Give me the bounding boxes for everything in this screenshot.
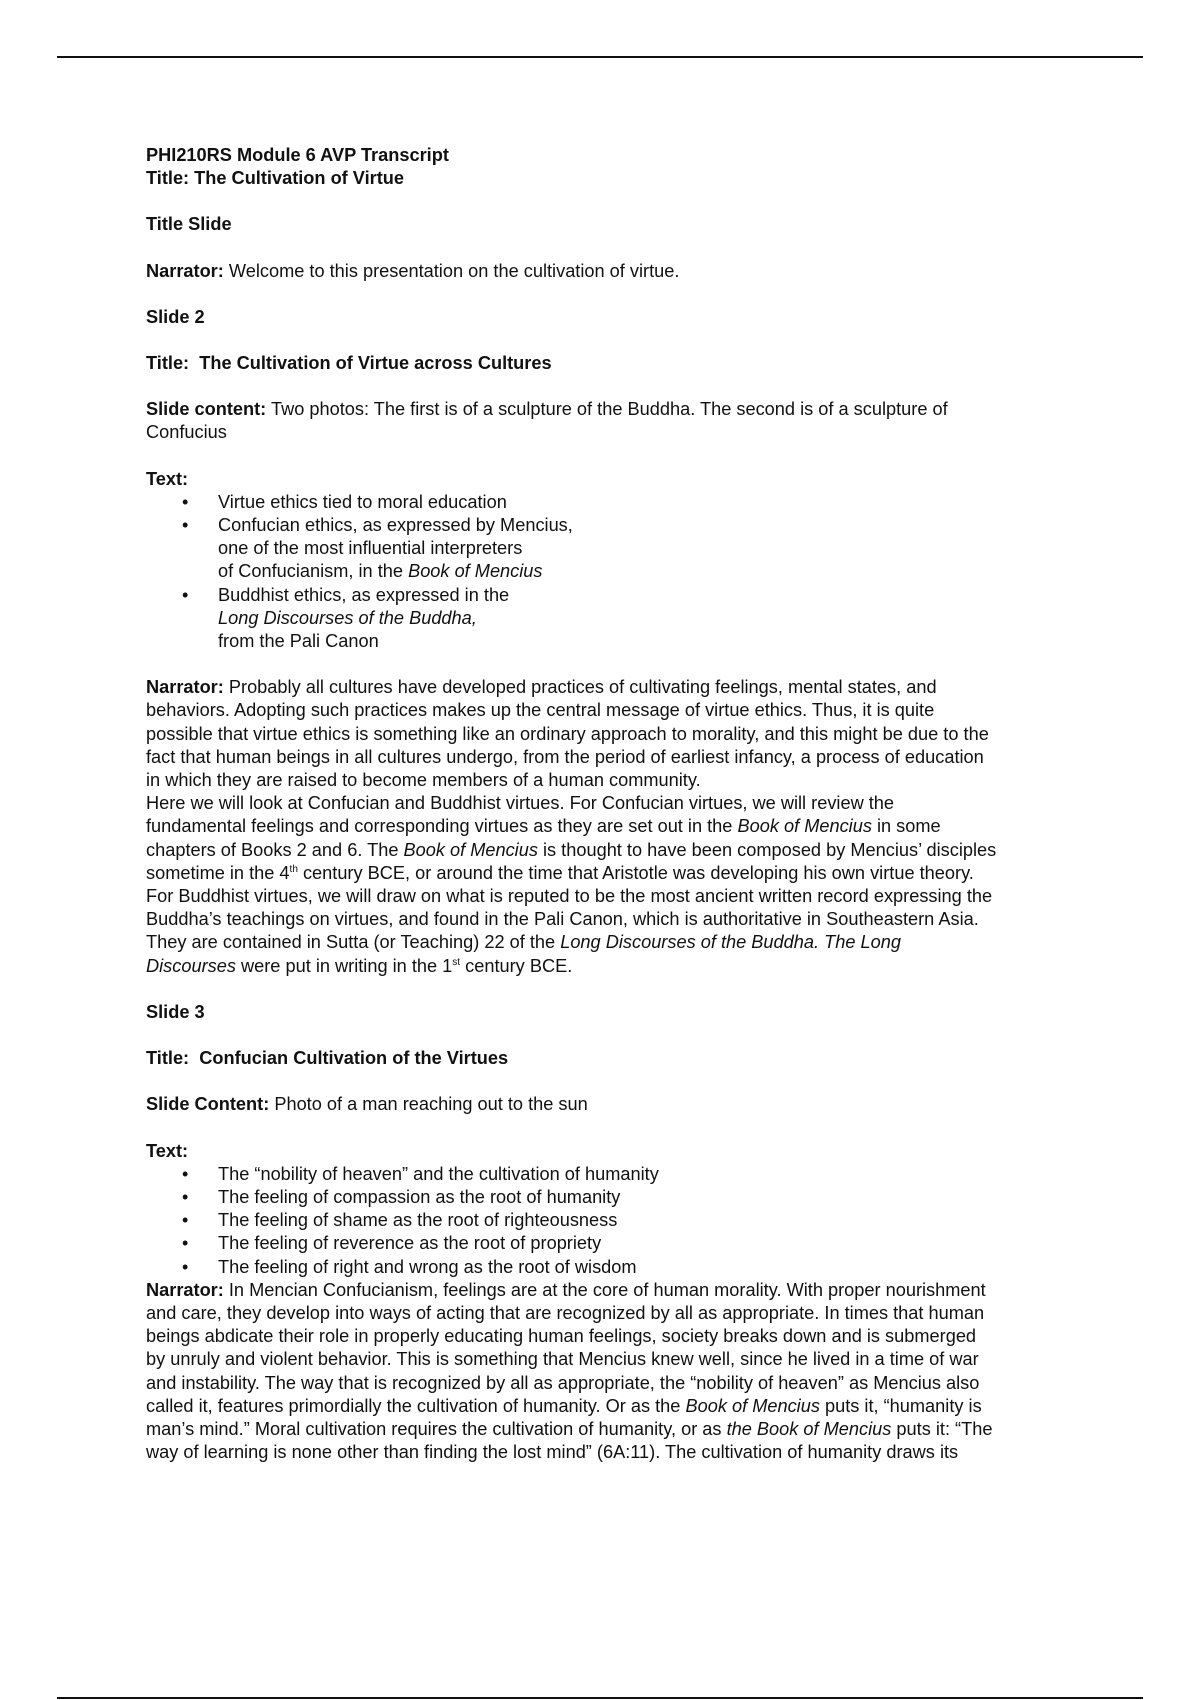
list-item: • The feeling of shame as the root of righteousness <box>146 1209 1106 1232</box>
list-item: • Buddhist ethics, as expressed in the Long Discourses of the Buddha, from the Pali Canon <box>182 584 510 652</box>
document-title: Title: The Cultivation of Virtue <box>146 168 405 189</box>
bottom-rule <box>57 1697 1143 1699</box>
bullet-icon: • <box>182 1163 189 1184</box>
list-item: • The “nobility of heaven” and the cultivation of humanity <box>146 1163 1106 1186</box>
list-item: • Confucian ethics, as expressed by Mencius, one of the most influential interpreters of Confucianism, in the Book of Mencius <box>182 515 573 582</box>
bullet-icon: • <box>182 1210 189 1231</box>
bullet-icon: • <box>182 584 189 605</box>
list-item: • The feeling of right and wrong as the root of wisdom <box>146 1256 1106 1279</box>
slide3-bullet-list <box>146 1163 1106 1279</box>
slide2-bullet-list <box>146 491 1106 653</box>
slide2-content: Slide content: Two photos: The first is of a sculpture of the Buddha. The second is of a sculpture of <box>146 399 948 420</box>
slide3-heading: Slide 3 <box>146 1001 205 1022</box>
slide2-title: Title: The Cultivation of Virtue across Cultures <box>146 353 552 374</box>
list-item: • Virtue ethics tied to moral education <box>146 491 1106 514</box>
bullet-icon: • <box>182 515 189 536</box>
narrator-label: Narrator: <box>146 260 224 281</box>
slide3-title: Title: Confucian Cultivation of the Virtues <box>146 1048 509 1069</box>
bullet-icon: • <box>182 1233 189 1254</box>
course-title: PHI210RS Module 6 AVP Transcript <box>146 145 449 165</box>
narration-text: Welcome to this presentation on the cultivation of virtue. <box>223 260 680 281</box>
bullet-icon: • <box>182 1186 189 1207</box>
slide2-heading: Slide 2 <box>146 306 205 327</box>
list-item: • The feeling of compassion as the root of humanity <box>146 1186 1106 1209</box>
slide3-narration: Narrator: In Mencian Confucianism, feelings are at the core of human morality. With proper nourishment and care, they develop into ways of acting that are recognized by all as appropriate. In times that human beings abdicate their role in properly educating human feelings, society breaks down and is submerged by unruly and violent behavior. This is something that Mencius knew well, since he lived in a time of war and instability. The way that is recognized by all as appropriate, the “nobility of heaven” as Mencius also called it, features primordially the cultivation of humanity. Or as the Book of Mencius puts it, “humanity is man’s mind.” Moral cultivation requires the cultivation of humanity, or as the Book of Mencius puts it: “The way of learning is none other than finding the lost mind” (6A:11). The cultivation of humanity draws its <box>146 1279 993 1463</box>
bullet-icon: • <box>182 1256 189 1277</box>
narrator-label: Narrator: <box>146 677 224 698</box>
narrator-label: Narrator: <box>146 1279 224 1300</box>
bullet-icon: • <box>182 491 189 512</box>
document-page <box>146 144 1106 1464</box>
title-slide-narration <box>146 260 1106 283</box>
slide3-text-label: Text: <box>146 1140 189 1161</box>
slide2-narration: Narrator: Probably all cultures have developed practices of cultivating feelings, mental states, and behaviors. Adopting such practices makes up the central message of virtue ethics. Thus, it is quite possible that virtue ethics is something like an ordinary approach to morality, and this might be due to the fact that human beings in all cultures undergo, from the period of earliest infancy, a process of education in which they are raised to become members of a human community. Here we will look at Confucian and Buddhist virtues. For Confucian virtues, we will review the fundamental feelings and corresponding virtues as they are set out in the Book of Mencius in some chapters of Books 2 and 6. The Book of Mencius is thought to have been composed by Mencius’ disciples sometime in the 4th century BCE, or around the time that Aristotle was developing his own virtue theory. For Buddhist virtues, we will draw on what is reputed to be the most ancient written record expressing the Buddha’s teachings on virtues, and found in the Pali Canon, which is authoritative in Southeastern Asia. They are contained in Sutta (or Teaching) 22 of the Long Discourses of the Buddha. The Long Discourses were put in writing in the 1st century BCE. <box>146 677 997 976</box>
list-item: • The feeling of reverence as the root of propriety <box>146 1232 1106 1255</box>
slide2-content-cont: Confucius <box>146 422 227 443</box>
slide2-text-label: Text: <box>146 468 189 489</box>
slide3-content: Slide Content: Photo of a man reaching out to the sun <box>146 1094 588 1115</box>
title-slide-heading: Title Slide <box>146 214 232 235</box>
top-rule <box>57 56 1143 58</box>
